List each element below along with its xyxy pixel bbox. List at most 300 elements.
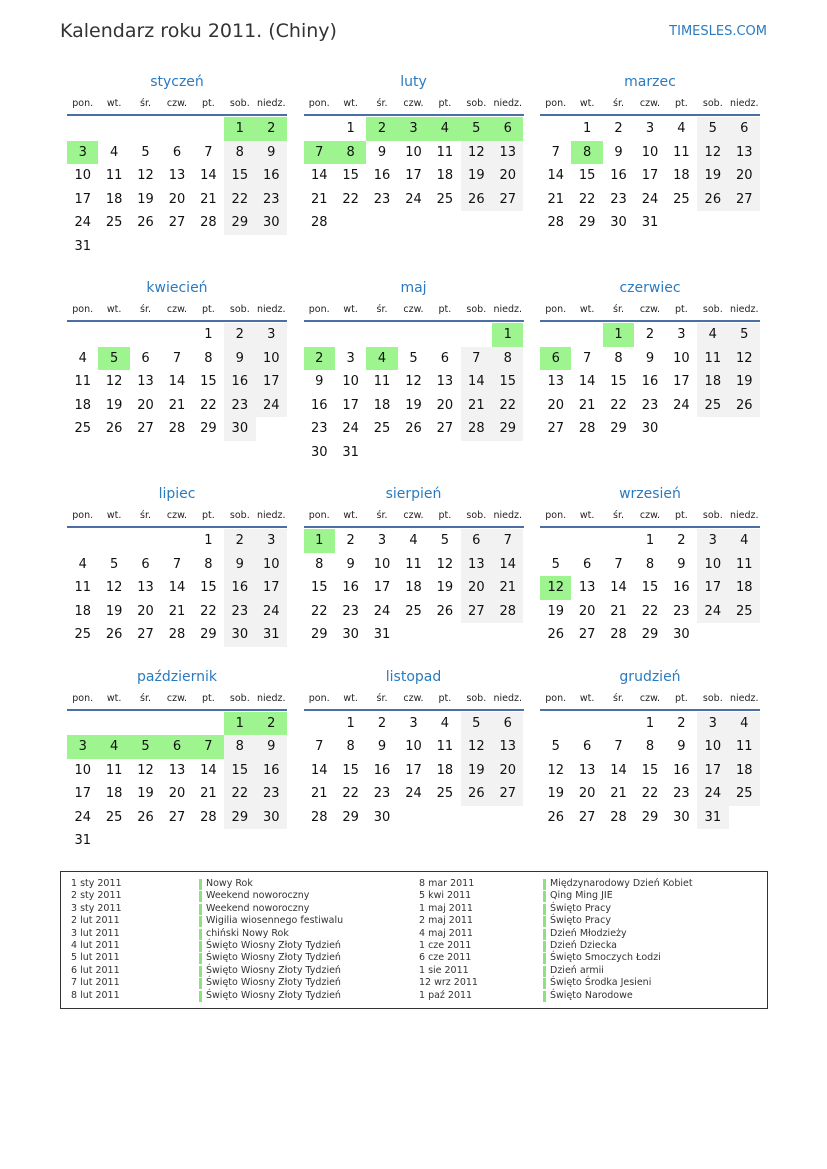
day-cell[interactable]: 19 (697, 164, 728, 188)
day-cell[interactable]: 21 (168, 603, 186, 619)
day-cell[interactable]: 13 (578, 762, 596, 778)
day-cell[interactable]: 26 (729, 394, 760, 418)
day-cell[interactable]: 28 (168, 421, 186, 436)
day-cell[interactable]: 7 (304, 141, 335, 165)
day-cell[interactable]: 1 (582, 121, 592, 136)
day-cell[interactable]: 31 (641, 215, 659, 230)
day-cell[interactable]: 19 (105, 397, 123, 413)
day-cell[interactable]: 29 (224, 211, 255, 235)
day-cell[interactable]: 5 (141, 144, 150, 160)
day-cell[interactable]: 18 (729, 576, 760, 600)
day-cell[interactable]: 2 (224, 323, 255, 347)
day-cell[interactable]: 18 (436, 168, 454, 183)
day-cell[interactable]: 14 (310, 762, 328, 778)
day-cell[interactable]: 10 (74, 168, 91, 183)
day-cell[interactable]: 17 (405, 168, 422, 183)
day-cell[interactable]: 19 (547, 786, 564, 801)
day-cell[interactable]: 25 (74, 421, 91, 436)
day-cell[interactable]: 18 (373, 397, 391, 413)
day-cell[interactable]: 25 (697, 394, 728, 418)
day-cell[interactable]: 11 (673, 144, 690, 160)
day-cell[interactable]: 27 (461, 600, 492, 624)
day-cell[interactable]: 18 (105, 191, 123, 207)
day-cell[interactable]: 8 (492, 347, 523, 371)
day-cell[interactable]: 21 (492, 576, 523, 600)
day-cell[interactable]: 10 (74, 762, 91, 778)
day-cell[interactable]: 1 (304, 529, 335, 553)
day-cell[interactable]: 26 (461, 782, 492, 806)
day-cell[interactable]: 25 (673, 191, 690, 207)
day-cell[interactable]: 13 (547, 374, 564, 389)
day-cell[interactable]: 14 (578, 374, 596, 389)
day-cell[interactable]: 29 (200, 627, 217, 642)
day-cell[interactable]: 1 (492, 323, 523, 347)
day-cell[interactable]: 5 (461, 712, 492, 736)
day-cell[interactable]: 16 (673, 762, 690, 778)
day-cell[interactable]: 9 (256, 735, 287, 759)
day-cell[interactable]: 9 (256, 141, 287, 165)
day-cell[interactable]: 26 (697, 188, 728, 212)
day-cell[interactable]: 19 (461, 759, 492, 783)
day-cell[interactable]: 14 (492, 553, 523, 577)
day-cell[interactable]: 11 (436, 739, 454, 754)
day-cell[interactable]: 27 (168, 215, 186, 230)
day-cell[interactable]: 3 (67, 735, 98, 759)
day-cell[interactable]: 30 (673, 809, 690, 825)
day-cell[interactable]: 12 (461, 141, 492, 165)
day-cell[interactable]: 6 (461, 529, 492, 553)
day-cell[interactable]: 14 (610, 762, 627, 778)
day-cell[interactable]: 11 (74, 580, 91, 595)
day-cell[interactable]: 24 (256, 394, 287, 418)
day-cell[interactable]: 25 (436, 191, 454, 207)
day-cell[interactable]: 6 (540, 347, 571, 371)
day-cell[interactable]: 24 (373, 603, 391, 619)
day-cell[interactable]: 8 (614, 350, 623, 366)
day-cell[interactable]: 23 (256, 782, 287, 806)
day-cell[interactable]: 2 (366, 117, 397, 141)
day-cell[interactable]: 27 (578, 809, 596, 825)
day-cell[interactable]: 19 (405, 397, 422, 413)
day-cell[interactable]: 21 (310, 786, 328, 801)
day-cell[interactable]: 28 (610, 809, 627, 825)
day-cell[interactable]: 29 (492, 417, 523, 441)
day-cell[interactable]: 26 (547, 627, 564, 642)
day-cell[interactable]: 11 (74, 374, 91, 389)
day-cell[interactable]: 9 (315, 374, 324, 389)
day-cell[interactable]: 31 (342, 444, 359, 460)
day-cell[interactable]: 11 (373, 374, 391, 389)
brand-link[interactable]: TIMESLES.COM (669, 24, 767, 39)
day-cell[interactable]: 2 (346, 533, 355, 548)
day-cell[interactable]: 11 (697, 347, 728, 371)
day-cell[interactable]: 31 (256, 623, 287, 647)
day-cell[interactable]: 13 (492, 735, 523, 759)
day-cell[interactable]: 16 (673, 580, 690, 595)
day-cell[interactable]: 2 (224, 529, 255, 553)
day-cell[interactable]: 12 (105, 580, 123, 595)
day-cell[interactable]: 18 (74, 397, 91, 413)
day-cell[interactable]: 23 (673, 603, 690, 619)
day-cell[interactable]: 3 (697, 712, 728, 736)
day-cell[interactable]: 30 (256, 806, 287, 830)
day-cell[interactable]: 15 (641, 762, 659, 778)
day-cell[interactable]: 25 (405, 603, 422, 619)
day-cell[interactable]: 8 (335, 141, 366, 165)
day-cell[interactable]: 13 (461, 553, 492, 577)
day-cell[interactable]: 29 (578, 215, 596, 230)
day-cell[interactable]: 13 (137, 374, 154, 389)
day-cell[interactable]: 12 (697, 141, 728, 165)
day-cell[interactable]: 21 (610, 603, 627, 619)
day-cell[interactable]: 8 (645, 556, 655, 572)
day-cell[interactable]: 25 (105, 215, 123, 230)
day-cell[interactable]: 14 (168, 374, 186, 389)
day-cell[interactable]: 30 (641, 421, 659, 436)
day-cell[interactable]: 17 (342, 397, 359, 413)
day-cell[interactable]: 14 (547, 168, 564, 183)
day-cell[interactable]: 27 (137, 627, 154, 642)
day-cell[interactable]: 10 (256, 553, 287, 577)
day-cell[interactable]: 18 (673, 168, 690, 183)
day-cell[interactable]: 11 (729, 553, 760, 577)
day-cell[interactable]: 18 (405, 580, 422, 595)
day-cell[interactable]: 8 (224, 141, 255, 165)
day-cell[interactable]: 13 (137, 580, 154, 595)
day-cell[interactable]: 20 (492, 164, 523, 188)
day-cell[interactable]: 12 (461, 735, 492, 759)
day-cell[interactable]: 20 (168, 786, 186, 801)
day-cell[interactable]: 19 (547, 603, 564, 619)
day-cell[interactable]: 11 (105, 762, 123, 778)
day-cell[interactable]: 1 (224, 117, 255, 141)
day-cell[interactable]: 3 (697, 529, 728, 553)
day-cell[interactable]: 4 (98, 735, 129, 759)
day-cell[interactable]: 17 (74, 191, 91, 207)
day-cell[interactable]: 20 (168, 191, 186, 207)
day-cell[interactable]: 15 (641, 580, 659, 595)
day-cell[interactable]: 8 (315, 556, 324, 572)
day-cell[interactable]: 12 (137, 168, 154, 183)
day-cell[interactable]: 27 (436, 421, 454, 436)
day-cell[interactable]: 22 (641, 786, 659, 801)
day-cell[interactable]: 31 (373, 627, 391, 642)
day-cell[interactable]: 17 (405, 762, 422, 778)
day-cell[interactable]: 22 (200, 603, 217, 619)
day-cell[interactable]: 13 (168, 762, 186, 778)
day-cell[interactable]: 3 (256, 529, 287, 553)
day-cell[interactable]: 28 (200, 809, 217, 825)
day-cell[interactable]: 7 (492, 529, 523, 553)
day-cell[interactable]: 14 (200, 762, 217, 778)
day-cell[interactable]: 17 (697, 576, 728, 600)
day-cell[interactable]: 4 (677, 121, 686, 136)
day-cell[interactable]: 16 (610, 168, 627, 183)
day-cell[interactable]: 15 (492, 370, 523, 394)
day-cell[interactable]: 3 (67, 141, 98, 165)
day-cell[interactable]: 23 (373, 786, 391, 801)
day-cell[interactable]: 9 (677, 556, 686, 572)
day-cell[interactable]: 2 (614, 121, 623, 136)
day-cell[interactable]: 8 (204, 350, 213, 366)
day-cell[interactable]: 5 (440, 533, 450, 548)
day-cell[interactable]: 30 (373, 809, 391, 825)
day-cell[interactable]: 3 (677, 327, 686, 342)
day-cell[interactable]: 26 (436, 603, 454, 619)
day-cell[interactable]: 4 (729, 712, 760, 736)
day-cell[interactable]: 10 (641, 144, 659, 160)
day-cell[interactable]: 6 (729, 117, 760, 141)
day-cell[interactable]: 4 (78, 350, 87, 366)
day-cell[interactable]: 24 (673, 397, 690, 413)
day-cell[interactable]: 8 (224, 735, 255, 759)
day-cell[interactable]: 23 (256, 188, 287, 212)
day-cell[interactable]: 9 (224, 347, 255, 371)
day-cell[interactable]: 17 (697, 759, 728, 783)
day-cell[interactable]: 31 (74, 238, 91, 254)
day-cell[interactable]: 25 (729, 600, 760, 624)
day-cell[interactable]: 28 (200, 215, 217, 230)
day-cell[interactable]: 25 (74, 627, 91, 642)
day-cell[interactable]: 15 (342, 168, 359, 183)
day-cell[interactable]: 19 (461, 164, 492, 188)
day-cell[interactable]: 30 (224, 623, 255, 647)
day-cell[interactable]: 20 (492, 759, 523, 783)
day-cell[interactable]: 16 (373, 762, 391, 778)
day-cell[interactable]: 2 (645, 327, 655, 342)
day-cell[interactable]: 13 (436, 374, 454, 389)
day-cell[interactable]: 7 (461, 347, 492, 371)
day-cell[interactable]: 22 (200, 397, 217, 413)
day-cell[interactable]: 29 (200, 421, 217, 436)
day-cell[interactable]: 9 (224, 553, 255, 577)
day-cell[interactable]: 16 (342, 580, 359, 595)
day-cell[interactable]: 4 (697, 323, 728, 347)
day-cell[interactable]: 1 (645, 533, 655, 548)
day-cell[interactable]: 7 (614, 739, 623, 754)
day-cell[interactable]: 24 (405, 786, 422, 801)
day-cell[interactable]: 13 (578, 580, 596, 595)
day-cell[interactable]: 24 (405, 191, 422, 207)
day-cell[interactable]: 3 (256, 323, 287, 347)
day-cell[interactable]: 17 (74, 786, 91, 801)
day-cell[interactable]: 26 (137, 809, 154, 825)
day-cell[interactable]: 13 (492, 141, 523, 165)
day-cell[interactable]: 7 (582, 350, 592, 366)
day-cell[interactable]: 20 (137, 603, 154, 619)
day-cell[interactable]: 28 (168, 627, 186, 642)
day-cell[interactable]: 11 (729, 735, 760, 759)
day-cell[interactable]: 30 (256, 211, 287, 235)
day-cell[interactable]: 24 (74, 809, 91, 825)
day-cell[interactable]: 4 (78, 556, 87, 572)
day-cell[interactable]: 12 (405, 374, 422, 389)
day-cell[interactable]: 3 (398, 117, 429, 141)
day-cell[interactable]: 1 (224, 712, 255, 736)
day-cell[interactable]: 29 (610, 421, 627, 436)
day-cell[interactable]: 9 (377, 144, 387, 160)
day-cell[interactable]: 26 (105, 627, 123, 642)
day-cell[interactable]: 6 (172, 144, 182, 160)
day-cell[interactable]: 26 (105, 421, 123, 436)
day-cell[interactable]: 7 (551, 144, 560, 160)
day-cell[interactable]: 10 (405, 739, 422, 754)
day-cell[interactable]: 18 (436, 762, 454, 778)
day-cell[interactable]: 12 (436, 556, 454, 572)
day-cell[interactable]: 28 (310, 809, 328, 825)
day-cell[interactable]: 1 (346, 121, 355, 136)
day-cell[interactable]: 4 (109, 144, 119, 160)
day-cell[interactable]: 19 (729, 370, 760, 394)
day-cell[interactable]: 20 (578, 603, 596, 619)
day-cell[interactable]: 26 (137, 215, 154, 230)
day-cell[interactable]: 20 (436, 397, 454, 413)
day-cell[interactable]: 7 (172, 556, 182, 572)
day-cell[interactable]: 21 (461, 394, 492, 418)
day-cell[interactable]: 30 (673, 627, 690, 642)
day-cell[interactable]: 14 (200, 168, 217, 183)
day-cell[interactable]: 3 (645, 121, 655, 136)
day-cell[interactable]: 5 (461, 117, 492, 141)
day-cell[interactable]: 22 (342, 191, 359, 207)
day-cell[interactable]: 29 (641, 627, 659, 642)
day-cell[interactable]: 11 (405, 556, 422, 572)
day-cell[interactable]: 29 (224, 806, 255, 830)
day-cell[interactable]: 5 (109, 556, 119, 572)
day-cell[interactable]: 20 (547, 397, 564, 413)
day-cell[interactable]: 19 (436, 580, 454, 595)
day-cell[interactable]: 10 (697, 553, 728, 577)
day-cell[interactable]: 16 (310, 397, 328, 413)
day-cell[interactable]: 2 (377, 715, 387, 731)
day-cell[interactable]: 4 (409, 533, 418, 548)
day-cell[interactable]: 23 (342, 603, 359, 619)
day-cell[interactable]: 28 (461, 417, 492, 441)
day-cell[interactable]: 10 (342, 374, 359, 389)
day-cell[interactable]: 3 (346, 350, 355, 366)
day-cell[interactable]: 29 (342, 809, 359, 825)
day-cell[interactable]: 29 (641, 809, 659, 825)
day-cell[interactable]: 25 (436, 786, 454, 801)
day-cell[interactable]: 30 (342, 627, 359, 642)
day-cell[interactable]: 12 (137, 762, 154, 778)
day-cell[interactable]: 24 (697, 600, 728, 624)
day-cell[interactable]: 26 (461, 188, 492, 212)
day-cell[interactable]: 23 (373, 191, 391, 207)
day-cell[interactable]: 28 (492, 600, 523, 624)
day-cell[interactable]: 27 (492, 782, 523, 806)
day-cell[interactable]: 30 (224, 417, 255, 441)
day-cell[interactable]: 30 (610, 215, 627, 230)
day-cell[interactable]: 24 (342, 421, 359, 436)
day-cell[interactable]: 18 (729, 759, 760, 783)
day-cell[interactable]: 26 (405, 421, 422, 436)
day-cell[interactable]: 22 (342, 786, 359, 801)
day-cell[interactable]: 6 (492, 117, 523, 141)
day-cell[interactable]: 4 (429, 117, 460, 141)
day-cell[interactable]: 24 (256, 600, 287, 624)
day-cell[interactable]: 8 (571, 141, 602, 165)
day-cell[interactable]: 19 (137, 786, 154, 801)
day-cell[interactable]: 5 (697, 117, 728, 141)
day-cell[interactable]: 21 (200, 786, 217, 801)
day-cell[interactable]: 27 (137, 421, 154, 436)
day-cell[interactable]: 1 (204, 533, 213, 548)
day-cell[interactable]: 3 (409, 715, 418, 731)
day-cell[interactable]: 17 (256, 576, 287, 600)
day-cell[interactable]: 15 (310, 580, 328, 595)
day-cell[interactable]: 5 (130, 735, 161, 759)
day-cell[interactable]: 21 (168, 397, 186, 413)
day-cell[interactable]: 23 (224, 600, 255, 624)
day-cell[interactable]: 9 (645, 350, 655, 366)
day-cell[interactable]: 10 (405, 144, 422, 160)
day-cell[interactable]: 20 (578, 786, 596, 801)
day-cell[interactable]: 2 (677, 533, 686, 548)
day-cell[interactable]: 9 (614, 144, 623, 160)
day-cell[interactable]: 27 (547, 421, 564, 436)
day-cell[interactable]: 24 (74, 215, 91, 230)
day-cell[interactable]: 8 (346, 739, 355, 754)
day-cell[interactable]: 22 (224, 188, 255, 212)
day-cell[interactable]: 27 (492, 188, 523, 212)
day-cell[interactable]: 14 (610, 580, 627, 595)
day-cell[interactable]: 6 (440, 350, 450, 366)
day-cell[interactable]: 1 (603, 323, 634, 347)
day-cell[interactable]: 18 (74, 603, 91, 619)
day-cell[interactable]: 28 (610, 627, 627, 642)
day-cell[interactable]: 5 (551, 739, 560, 754)
day-cell[interactable]: 23 (310, 421, 328, 436)
day-cell[interactable]: 22 (641, 603, 659, 619)
day-cell[interactable]: 23 (610, 191, 627, 207)
day-cell[interactable]: 14 (168, 580, 186, 595)
day-cell[interactable]: 19 (105, 603, 123, 619)
day-cell[interactable]: 13 (168, 168, 186, 183)
day-cell[interactable]: 15 (224, 164, 255, 188)
day-cell[interactable]: 22 (610, 397, 627, 413)
day-cell[interactable]: 5 (409, 350, 418, 366)
day-cell[interactable]: 4 (366, 347, 397, 371)
day-cell[interactable]: 24 (697, 782, 728, 806)
day-cell[interactable]: 10 (256, 347, 287, 371)
day-cell[interactable]: 23 (673, 786, 690, 801)
day-cell[interactable]: 24 (641, 191, 659, 207)
day-cell[interactable]: 11 (436, 144, 454, 160)
day-cell[interactable]: 21 (578, 397, 596, 413)
day-cell[interactable]: 8 (204, 556, 213, 572)
day-cell[interactable]: 16 (224, 576, 255, 600)
day-cell[interactable]: 12 (729, 347, 760, 371)
day-cell[interactable]: 21 (610, 786, 627, 801)
day-cell[interactable]: 25 (729, 782, 760, 806)
day-cell[interactable]: 9 (677, 739, 686, 754)
day-cell[interactable]: 26 (547, 809, 564, 825)
day-cell[interactable]: 21 (200, 191, 217, 207)
day-cell[interactable]: 27 (578, 627, 596, 642)
day-cell[interactable]: 1 (346, 715, 355, 731)
day-cell[interactable]: 15 (578, 168, 596, 183)
day-cell[interactable]: 3 (377, 533, 387, 548)
day-cell[interactable]: 15 (200, 374, 217, 389)
day-cell[interactable]: 7 (315, 739, 324, 754)
day-cell[interactable]: 17 (641, 168, 659, 183)
day-cell[interactable]: 6 (582, 739, 592, 754)
day-cell[interactable]: 16 (373, 168, 391, 183)
day-cell[interactable]: 15 (610, 374, 627, 389)
day-cell[interactable]: 14 (310, 168, 328, 183)
day-cell[interactable]: 2 (304, 347, 335, 371)
